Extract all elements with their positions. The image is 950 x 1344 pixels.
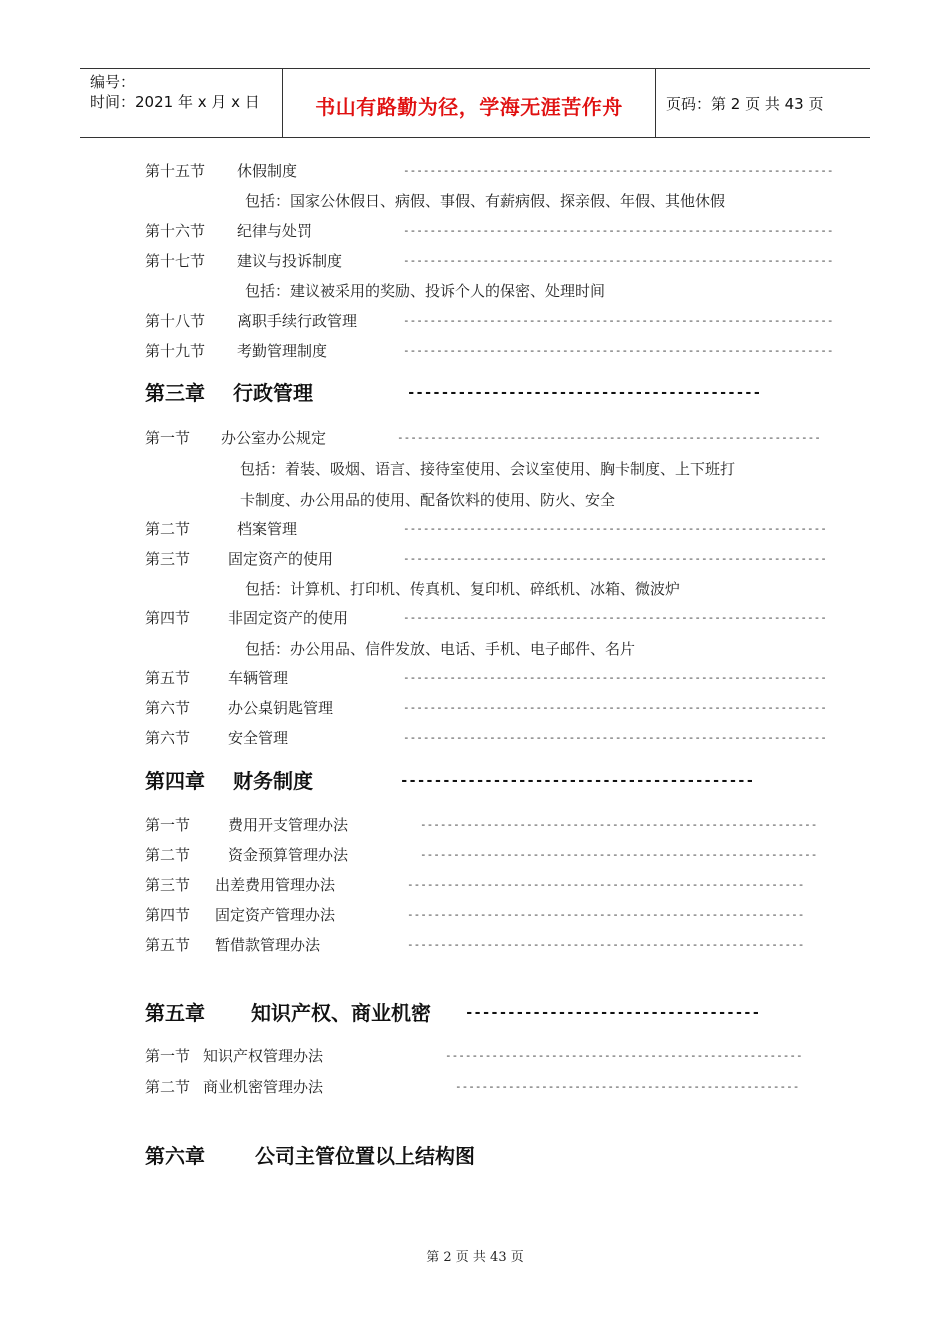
chapter-number: 第三章 <box>145 381 205 405</box>
leader-dashes: ------------------------------------------------------ <box>445 1049 803 1062</box>
section-title: 建议与投诉制度 <box>237 252 343 270</box>
section-includes: 包括：着装、吸烟、语言、接待室使用、会议室使用、胸卡制度、上下班打 <box>240 460 736 478</box>
section-number: 第五节 <box>145 669 191 687</box>
leader-dashes: ----------------------------------------------------------------- <box>403 224 834 237</box>
date-line: 时间：2021 年 x 月 x 日 <box>90 93 260 111</box>
section-number: 第十五节 <box>145 162 206 180</box>
leader-dashes: ----------------------------------------------------------------- <box>403 344 834 357</box>
section-number: 第二节 <box>145 520 191 538</box>
leader-dashes: ------------------------------------------------------------ <box>420 848 818 861</box>
number-label: 编号： <box>90 73 136 91</box>
chapter-number: 第六章 <box>145 1144 205 1168</box>
section-title: 纪律与处罚 <box>237 222 313 240</box>
section-includes-cont: 卡制度、办公用品的使用、配备饮料的使用、防火、安全 <box>240 491 616 509</box>
leader-dashes: ---------------------------------------------------------------- <box>403 552 827 565</box>
section-includes: 包括：计算机、打印机、传真机、复印机、碎纸机、冰箱、微波炉 <box>245 580 681 598</box>
section-title: 知识产权管理办法 <box>203 1047 324 1065</box>
leader-dashes: ---------------------------------------------------------------- <box>403 611 827 624</box>
section-number: 第四节 <box>145 906 191 924</box>
section-includes: 包括：办公用品、信件发放、电话、手机、电子邮件、名片 <box>245 640 636 658</box>
section-number: 第十九节 <box>145 342 206 360</box>
section-number: 第三节 <box>145 550 191 568</box>
section-title: 费用开支管理办法 <box>228 816 349 834</box>
leader-dashes: ---------------------------------------------------------------- <box>403 522 827 535</box>
section-number: 第一节 <box>145 429 191 447</box>
section-number: 第三节 <box>145 876 191 894</box>
section-includes: 包括：国家公休假日、病假、事假、有薪病假、探亲假、年假、其他休假 <box>245 192 726 210</box>
chapter-title: 行政管理 <box>233 381 313 405</box>
leader-dashes: ---------------------------------------------------------------- <box>397 431 821 444</box>
section-title: 办公室办公规定 <box>221 429 327 447</box>
section-number: 第十八节 <box>145 312 206 330</box>
section-number: 第二节 <box>145 846 191 864</box>
chapter-title: 公司主管位置以上结构图 <box>255 1144 475 1168</box>
section-title: 资金预算管理办法 <box>228 846 349 864</box>
section-title: 商业机密管理办法 <box>203 1078 324 1096</box>
section-title: 考勤管理制度 <box>237 342 328 360</box>
section-title: 固定资产管理办法 <box>215 906 336 924</box>
chapter-title: 知识产权、商业机密 <box>251 1001 431 1025</box>
leader-dashes: ---------------------------------------------------------------- <box>403 671 827 684</box>
leader-dashes: ------------------------------------------------------------ <box>407 938 805 951</box>
section-title: 休假制度 <box>237 162 298 180</box>
leader-dashes: ------------------------------------------------------------ <box>407 908 805 921</box>
section-title: 暂借款管理办法 <box>215 936 321 954</box>
chapter-number: 第四章 <box>145 769 205 793</box>
section-title: 非固定资产的使用 <box>228 609 349 627</box>
section-number: 第六节 <box>145 699 191 717</box>
motto-text: 书山有路勤为径，学海无涯苦作舟 <box>315 95 623 119</box>
header-motto-cell <box>282 69 656 137</box>
section-title: 离职手续行政管理 <box>237 312 358 330</box>
section-number: 第五节 <box>145 936 191 954</box>
leader-dashes: ----------------------------------------------------------------- <box>403 314 834 327</box>
page-info: 页码：第 2 页 共 43 页 <box>666 95 824 113</box>
section-title: 出差费用管理办法 <box>215 876 336 894</box>
page-footer: 第 2 页 共 43 页 <box>426 1250 524 1265</box>
header-left-cell <box>80 69 282 137</box>
leader-dashes: ---------------------------------------------------------------- <box>403 701 827 714</box>
leader-dashes: ---------------------------------------------------------------- <box>403 731 827 744</box>
section-title: 固定资产的使用 <box>228 550 334 568</box>
section-number: 第一节 <box>145 816 191 834</box>
section-number: 第二节 <box>145 1078 191 1096</box>
section-number: 第六节 <box>145 729 191 747</box>
section-number: 第一节 <box>145 1047 191 1065</box>
chapter-number: 第五章 <box>145 1001 205 1025</box>
section-number: 第十六节 <box>145 222 206 240</box>
section-number: 第四节 <box>145 609 191 627</box>
section-title: 档案管理 <box>237 520 298 538</box>
leader-dashes: ---------------------------------------------------- <box>455 1080 800 1093</box>
section-title: 办公桌钥匙管理 <box>228 699 334 717</box>
section-includes: 包括：建议被采用的奖励、投诉个人的保密、处理时间 <box>245 282 606 300</box>
leader-dashes: ----------------------------------------------------------------- <box>403 254 834 267</box>
leader-dashes: ------------------------------------------ <box>400 773 755 789</box>
leader-dashes: ------------------------------------------------------------ <box>420 818 818 831</box>
leader-dashes: ------------------------------------------ <box>407 385 762 401</box>
page-header <box>80 68 870 138</box>
section-title: 安全管理 <box>228 729 289 747</box>
leader-dashes: ----------------------------------------------------------------- <box>403 164 834 177</box>
section-title: 车辆管理 <box>228 669 289 687</box>
leader-dashes: ------------------------------------------------------------ <box>407 878 805 891</box>
chapter-title: 财务制度 <box>233 769 313 793</box>
section-number: 第十七节 <box>145 252 206 270</box>
header-page-cell <box>656 69 870 137</box>
leader-dashes: ----------------------------------- <box>465 1005 761 1021</box>
